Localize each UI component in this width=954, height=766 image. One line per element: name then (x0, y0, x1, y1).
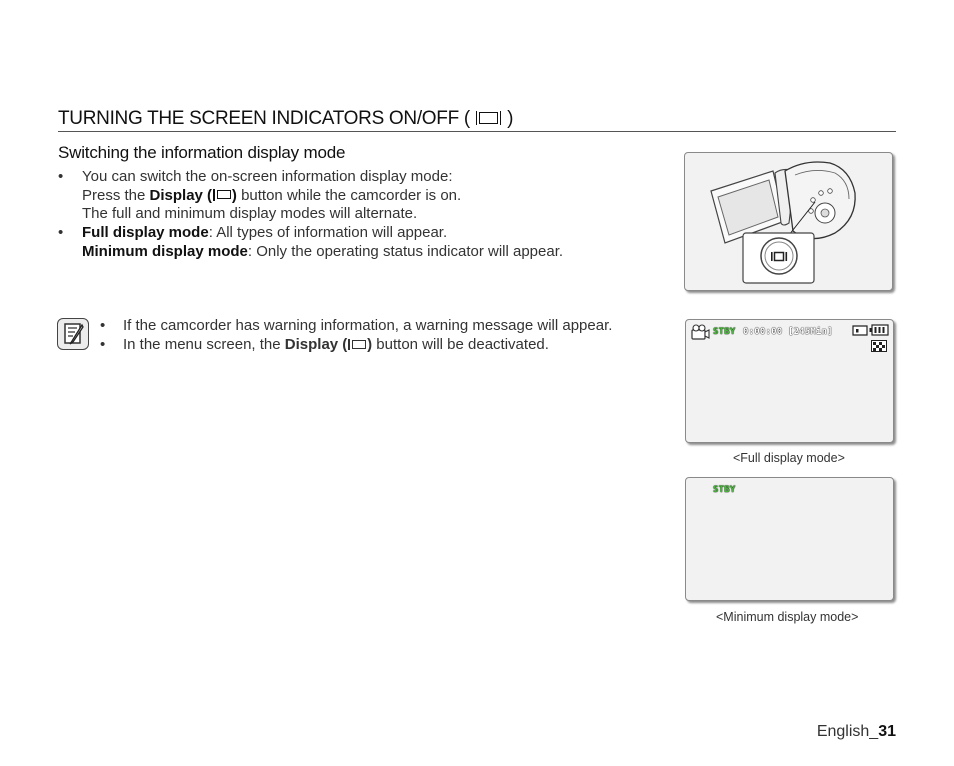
page-footer: English_31 (816, 723, 896, 740)
section-subtitle: Switching the information display mode (58, 143, 346, 162)
bullet-line: You can switch the on-screen information display mode: (82, 168, 453, 185)
full-display-screen (685, 319, 894, 443)
battery-icon (869, 324, 889, 336)
camera-mode-icon (691, 324, 710, 340)
minimum-display-caption: <Minimum display mode> (716, 610, 859, 624)
display-icon (213, 189, 231, 200)
camcorder-illustration (685, 153, 891, 289)
stby-indicator: STBY (713, 485, 736, 495)
quality-icon (871, 340, 887, 352)
page-number: 31 (878, 723, 896, 740)
minimum-display-screen (685, 477, 894, 601)
card-icon (852, 325, 868, 336)
time-remaining: 0:00:00 [245Min] (743, 327, 833, 337)
stby-indicator: STBY (713, 327, 736, 337)
note-icon (57, 318, 89, 350)
display-icon (476, 111, 501, 125)
camcorder-panel (684, 152, 893, 291)
page-title: TURNING THE SCREEN INDICATORS ON/OFF ( ) (58, 108, 896, 132)
display-icon (348, 339, 366, 350)
full-display-caption: <Full display mode> (733, 451, 845, 465)
